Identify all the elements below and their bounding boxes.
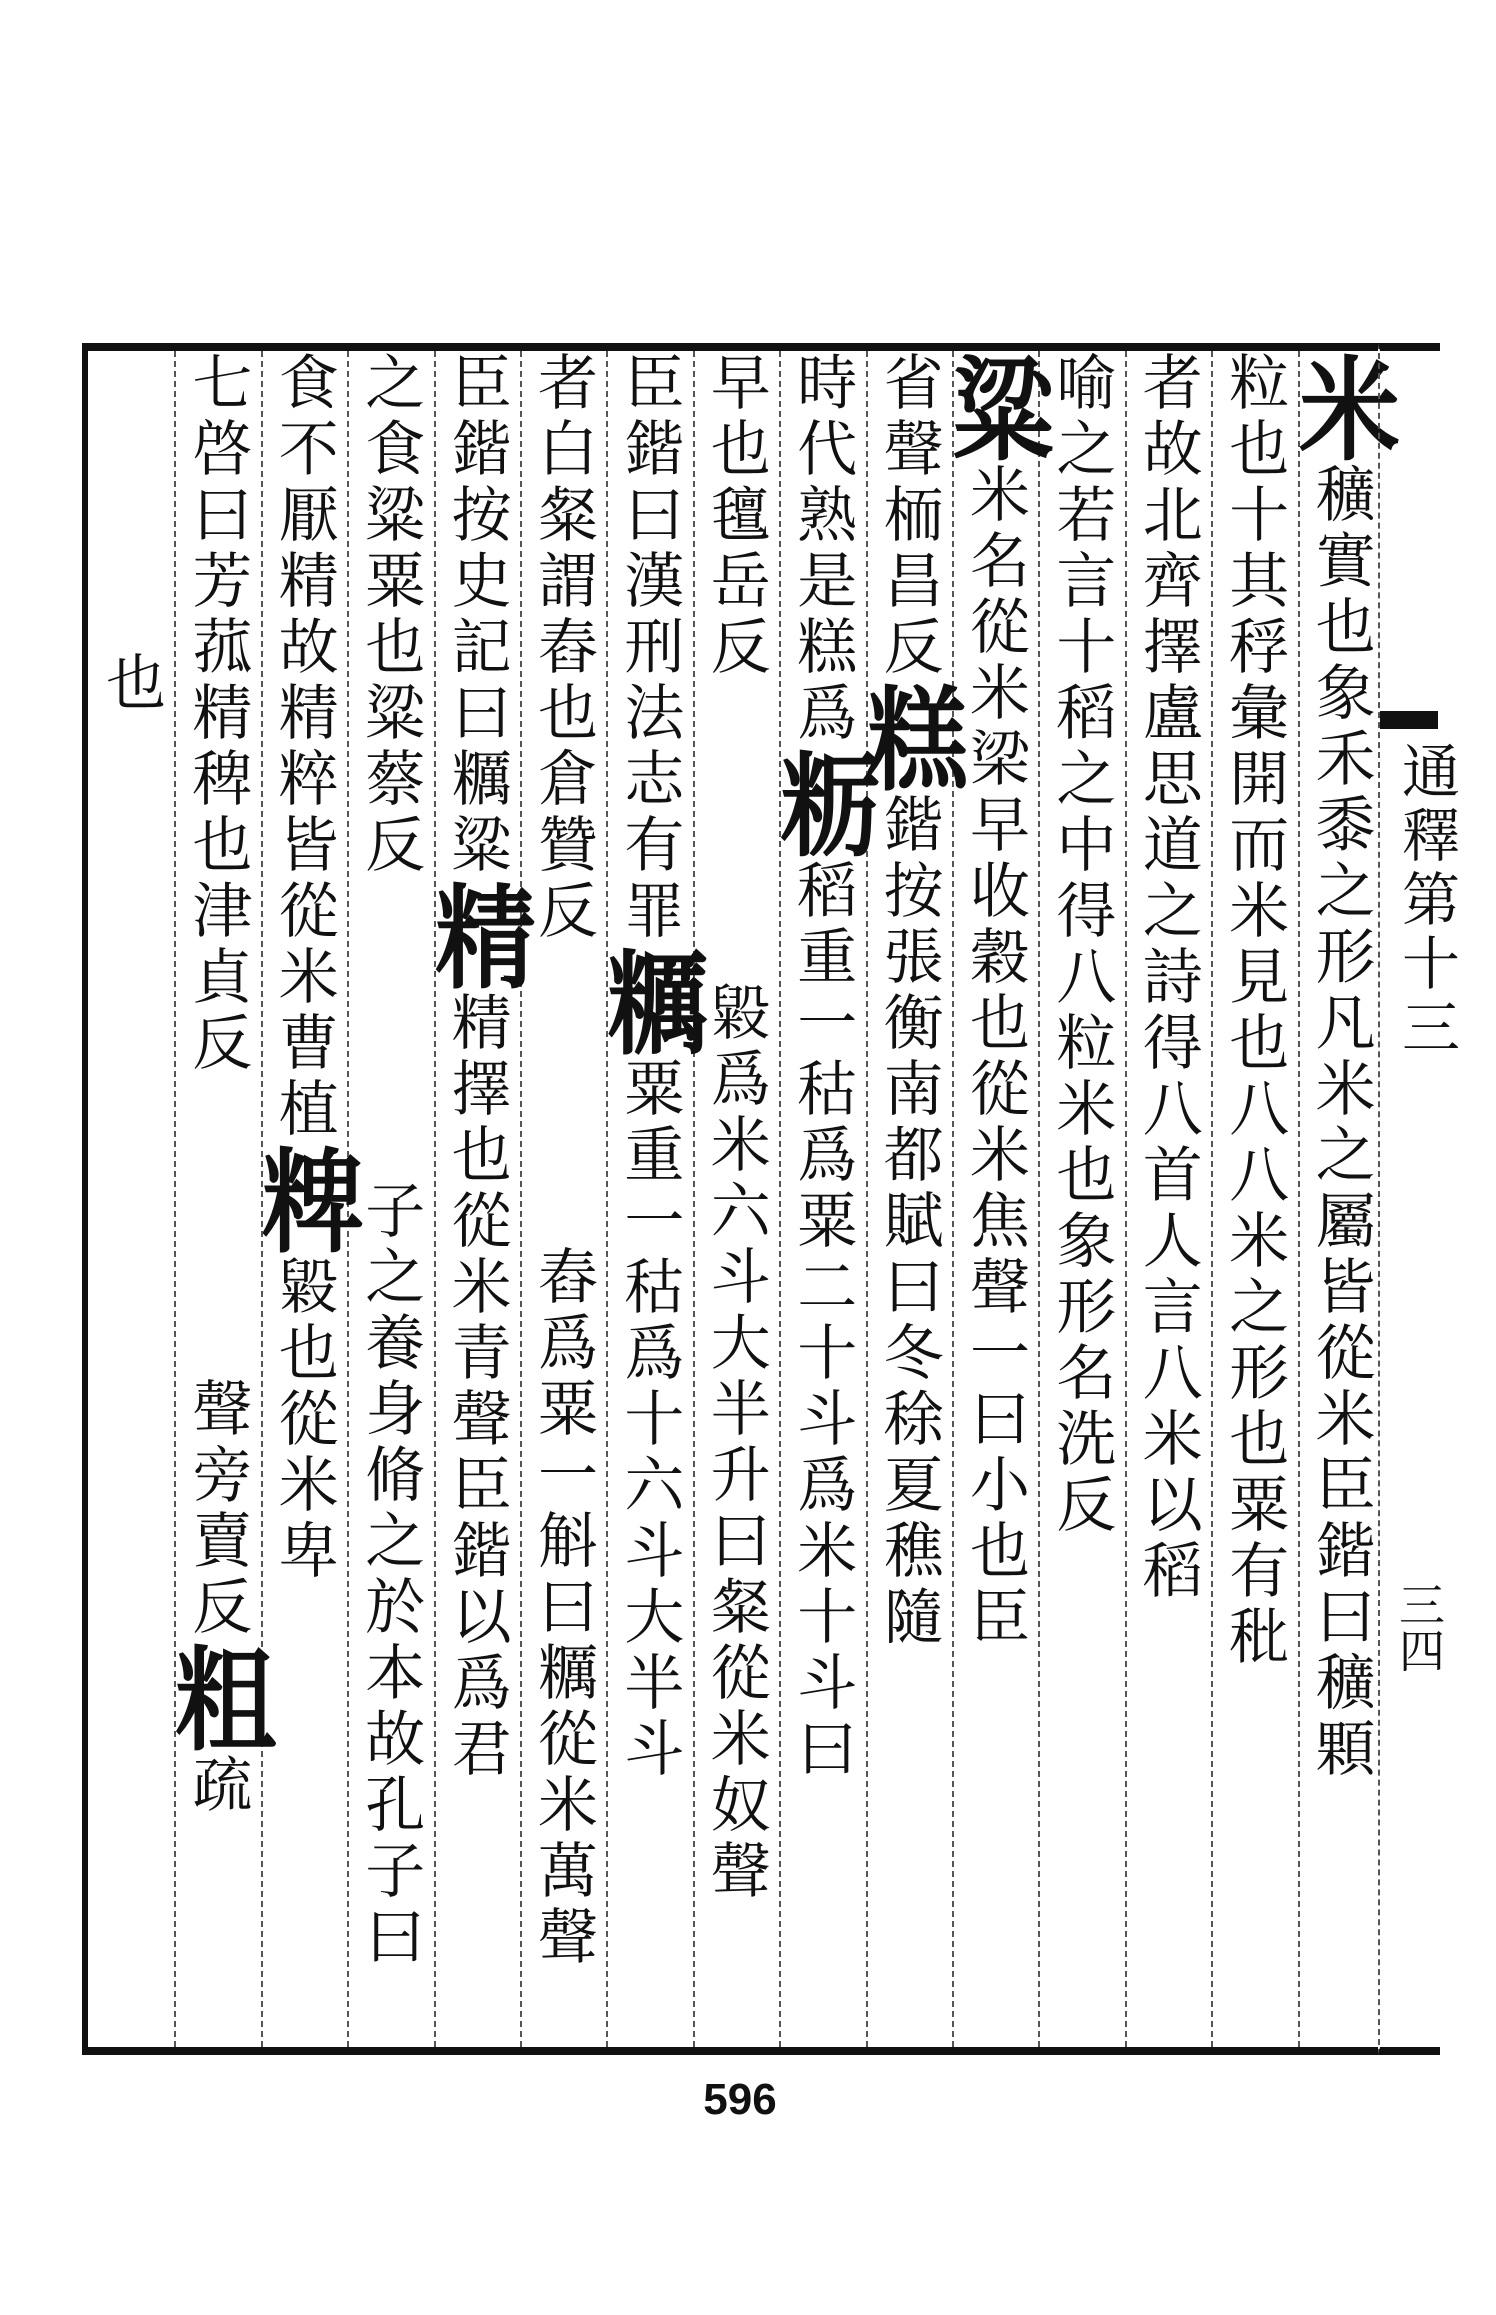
column-text: 子之養身脩之於本故孔子曰: [355, 1179, 426, 1971]
gutter-folio: 三四: [1392, 1581, 1446, 1673]
fish-tail-mark: [1380, 711, 1438, 729]
column-text: 粟重一秙爲十六斗大半斗: [614, 1057, 685, 1783]
column-text: 鍇按張衡南都賦曰冬稌夏穛隨: [873, 793, 944, 1651]
column-text: 早也氊岳反: [700, 351, 771, 681]
text-frame: [82, 343, 1400, 2055]
seal-character: 粱: [936, 351, 1055, 463]
column-text: 也: [96, 651, 166, 717]
column-text: 之食粱粟也粱蔡反: [355, 351, 426, 879]
column-text: 精擇也從米青聲臣鍇以爲君: [441, 991, 512, 1783]
page-gutter: [1378, 343, 1460, 2055]
seal-character: 粗: [158, 1641, 277, 1753]
column-text: 聲旁賣反: [182, 1377, 253, 1641]
column-text: 疏: [182, 1753, 253, 1819]
column-text: 七啓曰芳菰精稗也津貞反: [182, 351, 253, 1077]
seal-character: 粝: [763, 747, 882, 859]
page-number: 596: [703, 2075, 777, 2124]
text-column: [850, 351, 968, 2047]
text-column: [936, 351, 1055, 2047]
seal-character: 糲: [590, 945, 709, 1057]
seal-character: 米: [1282, 351, 1400, 463]
column-text: 者白粲謂舂也倉贊反: [528, 351, 598, 945]
text-column: [84, 351, 178, 2047]
column-text: 食不厭精故精粹皆從米曹植: [268, 351, 339, 1143]
column-text: 時代熟是糕爲: [787, 351, 858, 747]
text-column: [245, 351, 364, 2047]
text-column: [516, 351, 610, 2047]
column-text: 舂爲粟一斛曰糲從米萬聲: [528, 1245, 598, 1971]
column-text: 者故北齊擇盧思道之詩得八首人言八米以稻: [1132, 351, 1203, 1605]
column-text: 臣鍇曰漢刑法志有罪: [614, 351, 685, 945]
text-column: [590, 351, 709, 2047]
column-text: 喻之若言十稻之中得八粒米也象形名洗反: [1046, 351, 1117, 1539]
column-text: 毇爲米六斗大半升曰粲從米奴聲: [700, 981, 771, 1905]
text-column: [763, 351, 882, 2047]
text-column: [418, 351, 536, 2047]
text-column: [1034, 351, 1128, 2047]
seal-character: 粺: [245, 1143, 364, 1255]
seal-character: 精: [418, 879, 536, 991]
column-text: 粒也十其稃彙開而米見也八八米之形也粟有秕: [1219, 351, 1290, 1671]
text-column: [158, 351, 277, 2047]
column-text: 穬實也象禾黍之形凡米之屬皆從米臣鍇曰穬顆: [1305, 463, 1376, 1783]
column-text: 省聲栭昌反: [873, 351, 944, 681]
text-column: [1207, 351, 1301, 2047]
gutter-title: 通釋第十三: [1392, 741, 1460, 1061]
text-column: [1282, 351, 1400, 2047]
column-text: 稻重一秙爲粟二十斗爲米十斗曰: [787, 859, 858, 1783]
column-text: 毇也從米卑: [268, 1255, 339, 1585]
text-column: [1121, 351, 1215, 2047]
text-column: [689, 351, 783, 2047]
seal-character: 糕: [850, 681, 968, 793]
column-text: 米名從米梁早收穀也從米焦聲一曰小也臣: [960, 463, 1030, 1651]
column-text: 臣鍇按史記曰糲粱: [441, 351, 512, 879]
